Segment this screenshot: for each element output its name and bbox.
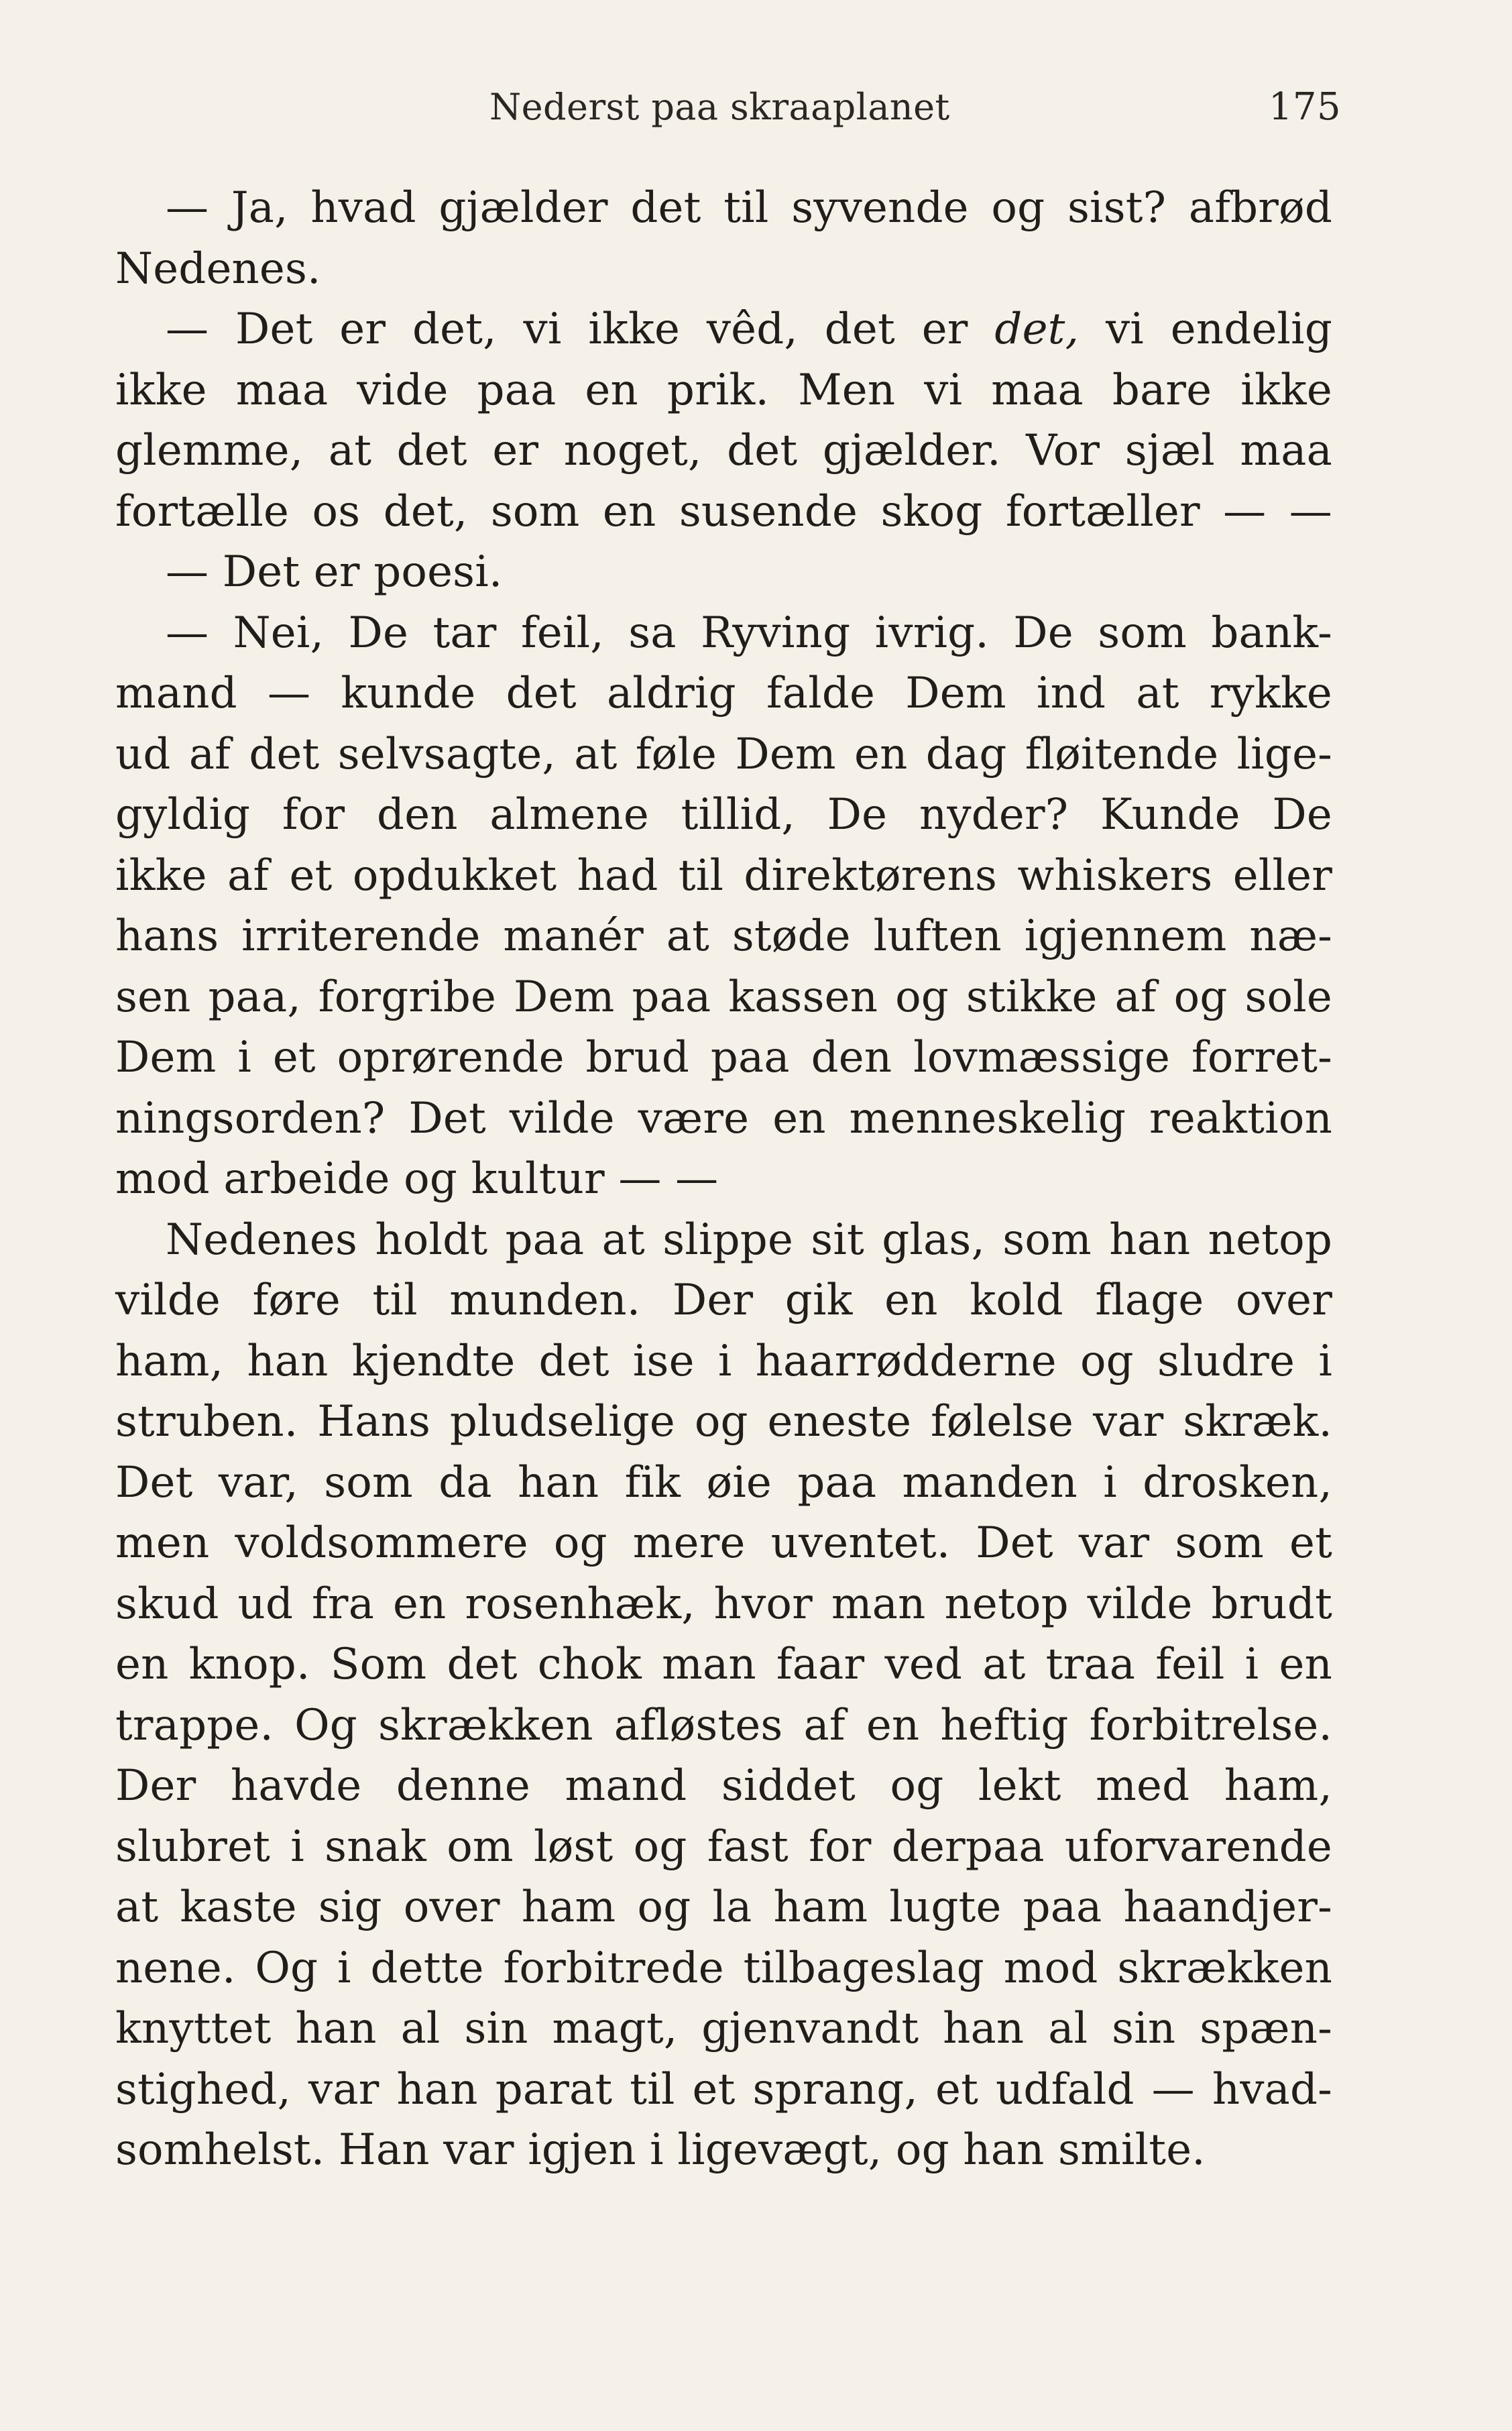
text-line: ikke af et opdukket had til direktørens whiskers eller xyxy=(115,850,1332,901)
text-line: skud ud fra en rosenhæk, hvor man netop vilde brudt xyxy=(115,1579,1332,1629)
text-segment: — Det er det, vi ikke vêd, det er xyxy=(166,304,968,354)
emphasized-word: det, xyxy=(994,304,1080,354)
text-line: stighed, var han parat til et sprang, et udfald — hvad- xyxy=(115,2064,1332,2114)
text-line: sen paa, forgribe Dem paa kassen og stikke af og sole xyxy=(115,972,1332,1022)
page-number: 175 xyxy=(1268,85,1341,129)
text-line: Nedenes holdt paa at slippe sit glas, som han netop xyxy=(166,1214,1332,1265)
text-line: Det var, som da han fik øie paa manden i drosken, xyxy=(115,1457,1332,1508)
text-line xyxy=(115,299,1332,360)
text-line: struben. Hans pludselige og eneste følelse var skræk. xyxy=(115,1397,1332,1447)
text-line: Nedenes. xyxy=(115,243,321,294)
text-line: men voldsommere og mere uventet. Det var som et xyxy=(115,1518,1332,1568)
text-line: ud af det selvsagte, at føle Dem en dag fløitende lige- xyxy=(115,729,1332,779)
text-line: hans irriterende manér at støde luften igjennem næ- xyxy=(115,911,1332,961)
text-line: ningsorden? Det vilde være en menneskelig reaktion xyxy=(115,1093,1332,1143)
text-line: glemme, at det er noget, det gjælder. Vor sjæl maa xyxy=(115,426,1332,475)
text-line: gyldig for den almene tillid, De nyder? Kunde De xyxy=(115,790,1332,840)
text-line: Dem i et oprørende brud paa den lovmæssige forret- xyxy=(115,1033,1332,1082)
text-line: Der havde denne mand siddet og lekt med ham, xyxy=(115,1761,1332,1811)
text-line: — Nei, De tar feil, sa Ryving ivrig. De som bank- xyxy=(166,608,1332,658)
page-header xyxy=(489,80,1341,134)
text-line: somhelst. Han var igjen i ligevægt, og han smilte. xyxy=(115,2125,1206,2175)
text-line: ham, han kjendte det ise i haarrødderne og sludre i xyxy=(115,1336,1332,1386)
text-line: vilde føre til munden. Der gik en kold flage over xyxy=(115,1276,1332,1325)
running-title: Nederst paa skraaplanet xyxy=(489,86,950,128)
text-line: at kaste sig over ham og la ham lugte paa haandjer- xyxy=(115,1882,1332,1932)
text-line: nene. Og i dette forbitrede tilbageslag mod skrækken xyxy=(115,1943,1332,1993)
text-line: en knop. Som det chok man faar ved at traa feil i en xyxy=(115,1640,1332,1689)
text-line: ikke maa vide paa en prik. Men vi maa bare ikke xyxy=(115,365,1332,415)
text-segment: vi endelig xyxy=(1105,304,1333,354)
text-line: knyttet han al sin magt, gjenvandt han al sin spæn- xyxy=(115,2004,1332,2053)
text-line: trappe. Og skrækken afløstes af en heftig forbitrelse. xyxy=(115,1700,1332,1750)
body-text xyxy=(115,178,1332,2181)
text-line: — Ja, hvad gjælder det til syvende og sist? afbrød xyxy=(166,183,1332,233)
text-line: mod arbeide og kultur — — xyxy=(115,1154,719,1204)
text-line: slubret i snak om løst og fast for derpaa uforvarende xyxy=(115,1821,1332,1872)
text-line: fortælle os det, som en susende skog fortæller — — xyxy=(115,486,1332,536)
text-line: mand — kunde det aldrig falde Dem ind at rykke xyxy=(115,669,1332,718)
text-line: — Det er poesi. xyxy=(166,547,503,597)
